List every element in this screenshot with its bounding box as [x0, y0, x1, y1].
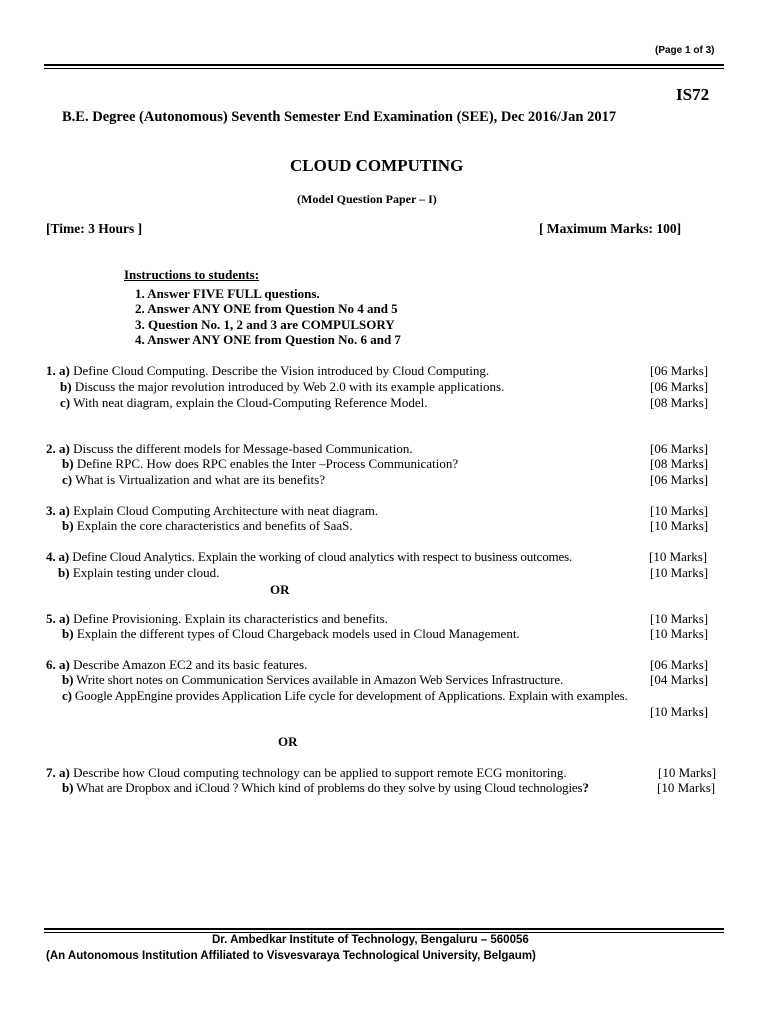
question-marks: [10 Marks]: [650, 518, 709, 533]
instruction-item: 3. Question No. 1, 2 and 3 are COMPULSORY: [135, 317, 395, 332]
question-text: Google AppEngine provides Application Life cycle for development of Applications. Explain with examples.: [74, 688, 628, 703]
exam-title: B.E. Degree (Autonomous) Seventh Semester End Examination (SEE), Dec 2016/Jan 2017: [62, 109, 617, 125]
question-marks: [10 Marks]: [650, 503, 709, 518]
question-marks: [06 Marks]: [650, 363, 709, 378]
institute-name: Dr. Ambedkar Institute of Technology, Bengaluru – 560056: [212, 934, 529, 946]
paper-type: (Model Question Paper – I): [297, 192, 437, 206]
question-marks: [10 Marks]: [649, 549, 708, 564]
page-indicator: (Page 1 of 3): [655, 45, 715, 56]
question-row: [0, 688, 768, 720]
instruction-item: 1. Answer FIVE FULL questions.: [135, 286, 320, 301]
question-number: 1. a): [46, 363, 70, 378]
institute-affiliation: (An Autonomous Institution Affiliated to Visvesvaraya Technological University, Belgaum): [46, 950, 536, 962]
question-number: b): [62, 780, 74, 795]
instruction-item: 4. Answer ANY ONE from Question No. 6 and 7: [135, 332, 401, 347]
question-text: Define RPC. How does RPC enables the Inter –Process Communication?: [76, 456, 459, 471]
question-marks: [06 Marks]: [650, 379, 709, 394]
question-text: Explain the different types of Cloud Chargeback models used in Cloud Management.: [76, 626, 520, 641]
question-text: Explain the core characteristics and benefits of SaaS.: [76, 518, 353, 533]
question-number: b): [62, 518, 74, 533]
question-number: b): [62, 672, 74, 687]
question-number: 3. a): [46, 503, 70, 518]
question-marks: [10 Marks]: [658, 765, 717, 780]
question-text: Describe Amazon EC2 and its basic features.: [73, 657, 308, 672]
question-number: 4. a): [46, 549, 70, 564]
question-text: What is Virtualization and what are its benefits?: [75, 472, 325, 487]
question-text: What are Dropbox and iCloud ? Which kind of problems do they solve by using Cloud technologies: [76, 780, 583, 795]
question-number: b): [58, 565, 70, 580]
question-number: 7. a): [46, 765, 70, 780]
instruction-item: 2. Answer ANY ONE from Question No 4 and 5: [135, 301, 398, 316]
question-row: [0, 503, 768, 519]
question-row: [0, 549, 768, 565]
or-separator: OR: [270, 582, 290, 597]
question-marks: [10 Marks]: [650, 611, 709, 626]
footer-rule: [44, 928, 724, 930]
question-text: With neat diagram, explain the Cloud-Computing Reference Model.: [70, 395, 428, 410]
question-marks: [06 Marks]: [650, 441, 709, 456]
question-text: Discuss the different models for Message-based Communication.: [73, 441, 413, 456]
question-marks: [06 Marks]: [650, 472, 709, 487]
question-text: Explain Cloud Computing Architecture with neat diagram.: [73, 503, 379, 518]
question-marks: [10 Marks]: [650, 704, 709, 719]
question-marks: [10 Marks]: [657, 780, 716, 795]
question-number: c): [60, 395, 71, 410]
subject-title: CLOUD COMPUTING: [290, 156, 464, 175]
question-number: b): [62, 626, 74, 641]
question-row: [0, 672, 768, 688]
header-rule: [44, 64, 724, 66]
question-marks: [06 Marks]: [650, 657, 709, 672]
question-number: c): [62, 688, 72, 703]
question-row: [0, 518, 768, 534]
question-marks: [04 Marks]: [650, 672, 709, 687]
question-marks: [10 Marks]: [650, 565, 709, 580]
question-mark: ?: [582, 780, 589, 795]
question-row: [0, 456, 768, 472]
header-rule-thin: [44, 68, 724, 69]
question-text: Define Cloud Computing. Describe the Vision introduced by Cloud Computing.: [69, 363, 490, 378]
question-row: [0, 395, 768, 411]
instructions-heading: Instructions to students:: [124, 267, 260, 282]
or-separator: OR: [278, 734, 298, 749]
question-number: 5. a): [46, 611, 70, 626]
question-row: [0, 657, 768, 673]
paper-code: IS72: [676, 85, 710, 104]
question-row: [0, 611, 768, 627]
question-text: Describe how Cloud computing technology can be applied to support remote ECG monitoring.: [73, 765, 567, 780]
footer-rule-thin: [44, 932, 724, 933]
question-number: 2. a): [46, 441, 70, 456]
question-row: [0, 441, 768, 457]
question-text: Explain testing under cloud.: [72, 565, 220, 580]
maximum-marks: [ Maximum Marks: 100]: [539, 221, 682, 236]
question-row: [0, 626, 768, 642]
question-row: [0, 379, 768, 395]
question-text: Discuss the major revolution introduced by Web 2.0 with its example applications.: [71, 379, 505, 394]
time-allowed: [Time: 3 Hours ]: [46, 221, 143, 236]
question-number: b): [60, 379, 72, 394]
question-marks: [10 Marks]: [650, 626, 709, 641]
question-marks: [08 Marks]: [650, 395, 709, 410]
question-marks: [08 Marks]: [650, 456, 709, 471]
question-number: c): [62, 472, 73, 487]
question-number: 6. a): [46, 657, 70, 672]
question-text: Define Cloud Analytics. Explain the working of cloud analytics with respect to business outcomes.: [72, 549, 573, 564]
question-row: [0, 472, 768, 488]
question-row: [0, 363, 768, 379]
question-number: b): [62, 456, 74, 471]
question-text: Define Provisioning. Explain its characteristics and benefits.: [69, 611, 388, 626]
question-text: Write short notes on Communication Services available in Amazon Web Services Infrastructure.: [76, 672, 564, 687]
question-row: [0, 765, 768, 781]
question-row: [0, 780, 768, 796]
question-row: [0, 565, 768, 581]
